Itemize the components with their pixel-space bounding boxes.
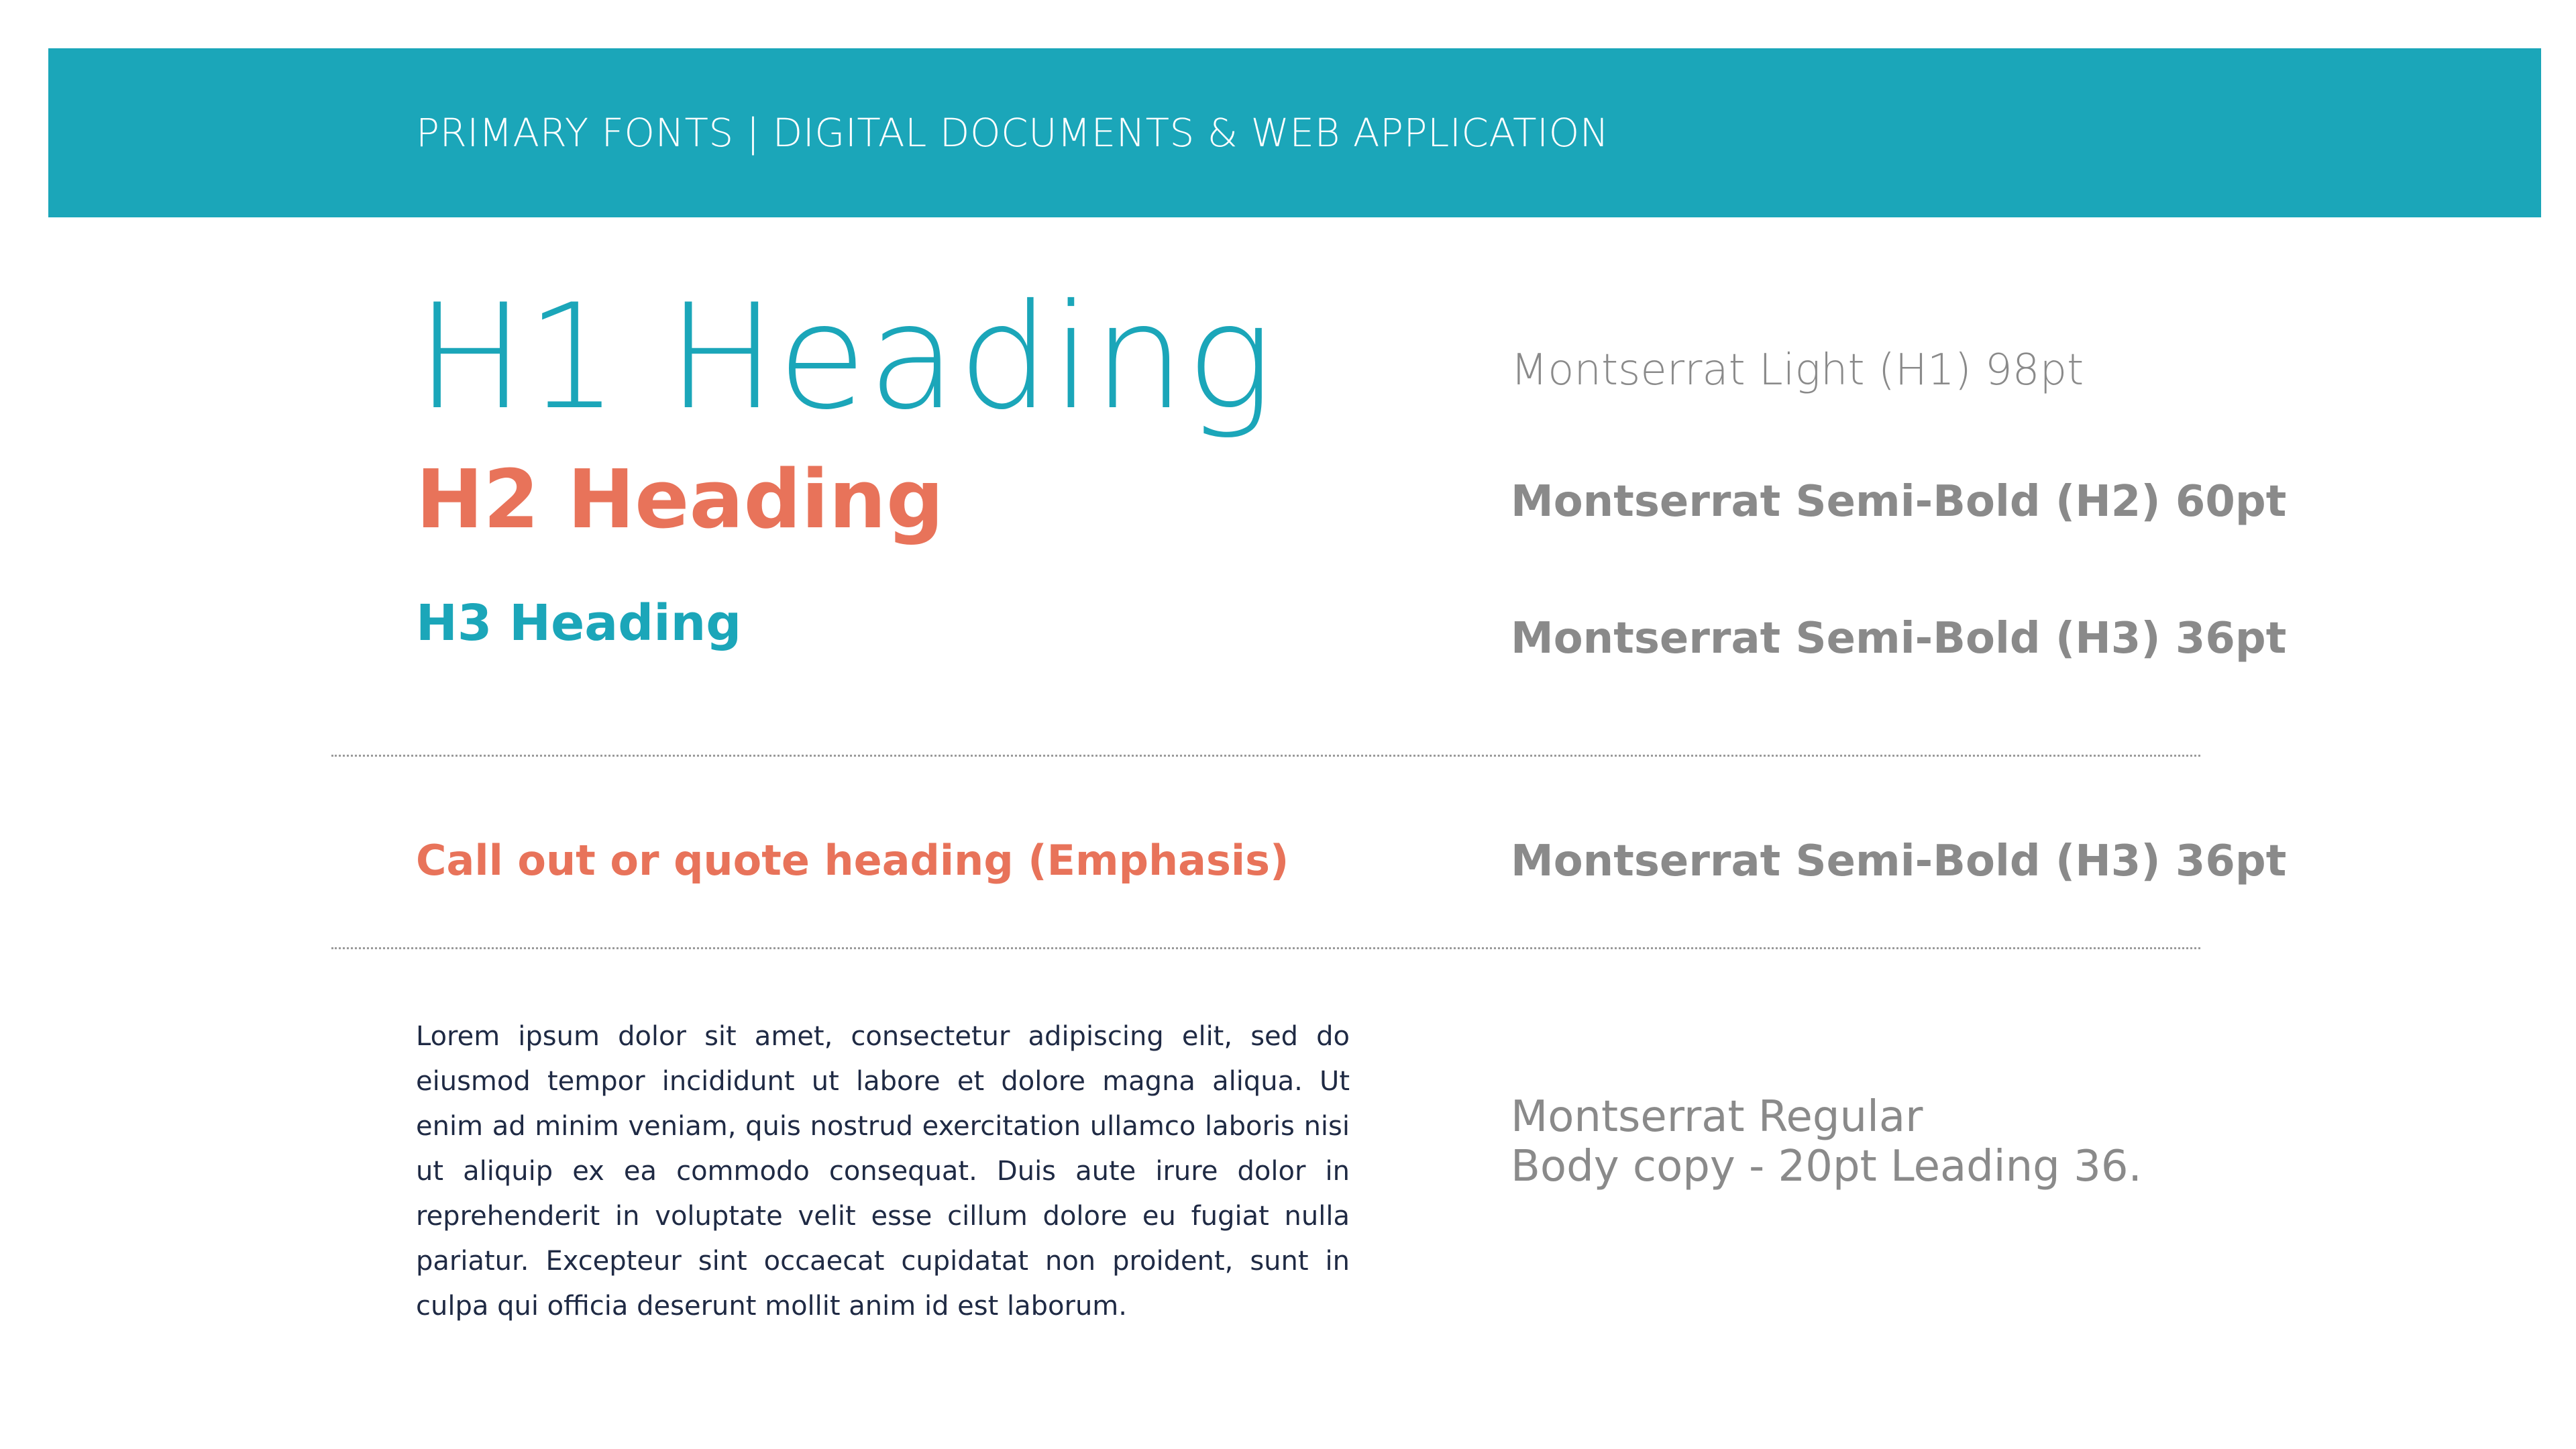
h2-sample: H2 Heading (416, 453, 944, 547)
body-spec (1511, 1092, 2142, 1191)
body-spec-line-2: Body copy - 20pt Leading 36. (1511, 1142, 2142, 1191)
callout-sample: Call out or quote heading (Emphasis) (416, 836, 1289, 885)
h3-spec: Montserrat Semi-Bold (H3) 36pt (1511, 614, 2287, 663)
h1-spec: Montserrat Light (H1) 98pt (1511, 345, 2084, 395)
body-spec-line-1: Montserrat Regular (1511, 1092, 1923, 1142)
h3-sample: H3 Heading (416, 594, 742, 652)
body-copy-sample: Lorem ipsum dolor sit amet, consectetur adipiscing elit, sed do eiusmod tempor incididunt ut labore et dolore magna aliqua. Ut enim ad minim veniam, quis nostrud exercitation ullamco laboris nisi ut aliquip ex ea commodo consequat. Duis aute irure dolor in reprehenderit in voluptate velit esse cillum dolore eu fugiat nulla pariatur. Excepteur sint occaecat cupidatat non proident, sunt in culpa qui officia deserunt mollit anim id est laborum. (416, 1021, 1350, 1322)
dotted-divider (331, 947, 2200, 949)
header-title: PRIMARY FONTS | DIGITAL DOCUMENTS & WEB APPLICATION (416, 110, 1609, 156)
callout-spec: Montserrat Semi-Bold (H3) 36pt (1511, 837, 2287, 886)
dotted-divider (331, 755, 2200, 757)
h2-spec: Montserrat Semi-Bold (H2) 60pt (1511, 477, 2287, 527)
header-banner (48, 48, 2541, 217)
h1-sample: H1 Heading (416, 273, 1275, 441)
